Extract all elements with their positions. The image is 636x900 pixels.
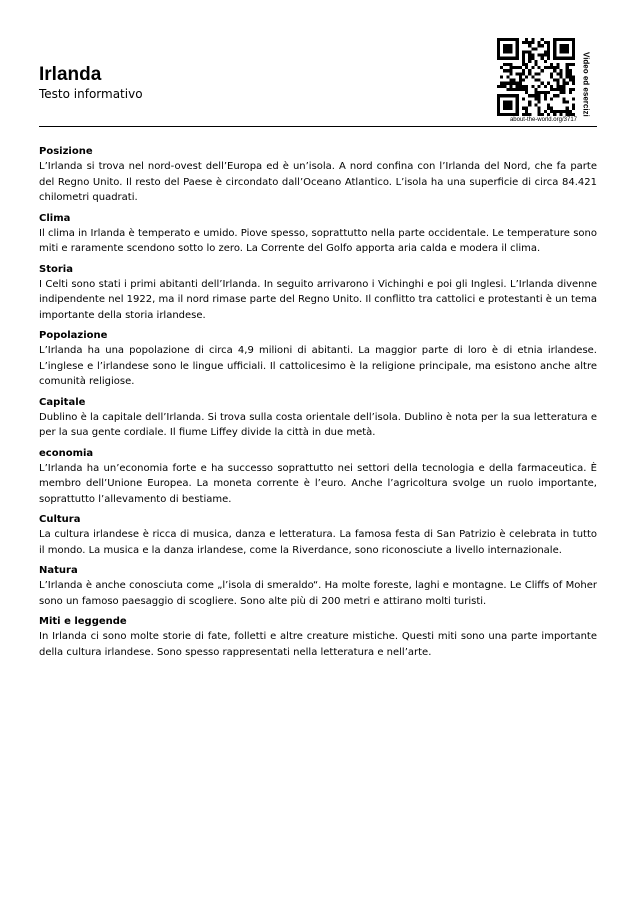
section-text: L’Irlanda si trova nel nord-ovest dell’Europa ed è un’isola. A nord confina con l’Irlanda del Nord, che fa parte del Regno Unito. Il resto del Paese è circondato dall’Oceano Atlantico. L’isola ha una superficie di circa 84.421 chilometri quadrati. — [39, 161, 597, 203]
video-exercises-text: Video ed esercizi — [581, 51, 591, 117]
section-heading: Posizione — [39, 146, 93, 157]
section-popolazione — [39, 329, 597, 390]
video-exercises-label — [577, 44, 595, 124]
section-text: L’Irlanda ha una popolazione di circa 4,9 milioni di abitanti. La maggior parte di loro è di etnia irlandese. L’inglese e l’irlandese sono le lingue ufficiali. Il cattolicesimo è la religione principale, ma esistono anche altre comunità religiose. — [39, 345, 597, 387]
qr-code-graphic — [497, 38, 575, 116]
section-text: I Celti sono stati i primi abitanti dell’Irlanda. In seguito arrivarono i Vichinghi e poi gli Inglesi. L’Irlanda divenne indipendente nel 1922, ma il nord rimase parte del Regno Unito. Il conflitto tra cattolici e protestanti è un tema importante della storia irlandese. — [39, 278, 597, 321]
section-heading: Natura — [39, 565, 78, 576]
section-natura — [39, 564, 597, 609]
section-economia — [39, 447, 597, 508]
section-text: La cultura irlandese è ricca di musica, danza e letteratura. La famosa festa di San Patrizio è celebrata in tutto il mondo. La musica e la danza irlandese, come la Riverdance, sono riconosciute a livello internazionale. — [39, 529, 597, 556]
section-text: L’Irlanda è anche conosciuta come „l’isola di smeraldo“. Ha molte foreste, laghi e montagne. Le Cliffs of Moher sono un famoso paesaggio di scogliere. Sono alte più di 200 metri e attirano molti turisti. — [39, 580, 597, 607]
section-heading: economia — [39, 447, 94, 459]
section-posizione — [39, 145, 597, 206]
section-capitale — [39, 396, 597, 441]
section-heading: Popolazione — [39, 330, 108, 341]
section-text: In Irlanda ci sono molte storie di fate, folletti e altre creature mistiche. Questi miti sono una parte importante della cultura irlandese. Sono spesso rappresentati nella letteratura e nell’arte. — [39, 631, 597, 658]
section-heading: Clima — [39, 212, 71, 224]
section-heading: Capitale — [39, 396, 86, 408]
section-text: L’Irlanda ha un’economia forte e ha successo soprattutto nei settori della tecnologia e della farmaceutica. È membro dell’Unione Europea. La moneta corrente è l’euro. Anche l’agricoltura svolge un ruolo importante, soprattutto l’allevamento di bestiame. — [39, 462, 597, 505]
section-storia — [39, 263, 597, 324]
section-heading: Miti e leggende — [39, 616, 127, 627]
qr-code-icon[interactable] — [497, 38, 575, 116]
sections-container — [39, 145, 597, 666]
section-miti-e-leggende — [39, 615, 597, 660]
section-cultura — [39, 513, 597, 558]
section-text: Il clima in Irlanda è temperato e umido. Piove spesso, soprattutto nella parte occidentale. Le temperature sono miti e raramente scendono sotto lo zero. La Corrente del Golfo apporta aria calda e modera il clima. — [39, 227, 597, 254]
section-clima — [39, 212, 597, 257]
page-title: Irlanda — [39, 64, 102, 85]
section-heading: Cultura — [39, 514, 81, 525]
source-url-link[interactable]: about-the-world.org/3717 — [509, 117, 577, 123]
section-text: Dublino è la capitale dell’Irlanda. Si trova sulla costa orientale dell’isola. Dublino è nota per la sua letteratura e per la sua gente cordiale. Il fiume Liffey divide la città in due metà. — [39, 411, 597, 438]
section-heading: Storia — [39, 263, 73, 275]
page-subtitle: Testo informativo — [39, 87, 143, 101]
header-divider — [39, 126, 597, 127]
